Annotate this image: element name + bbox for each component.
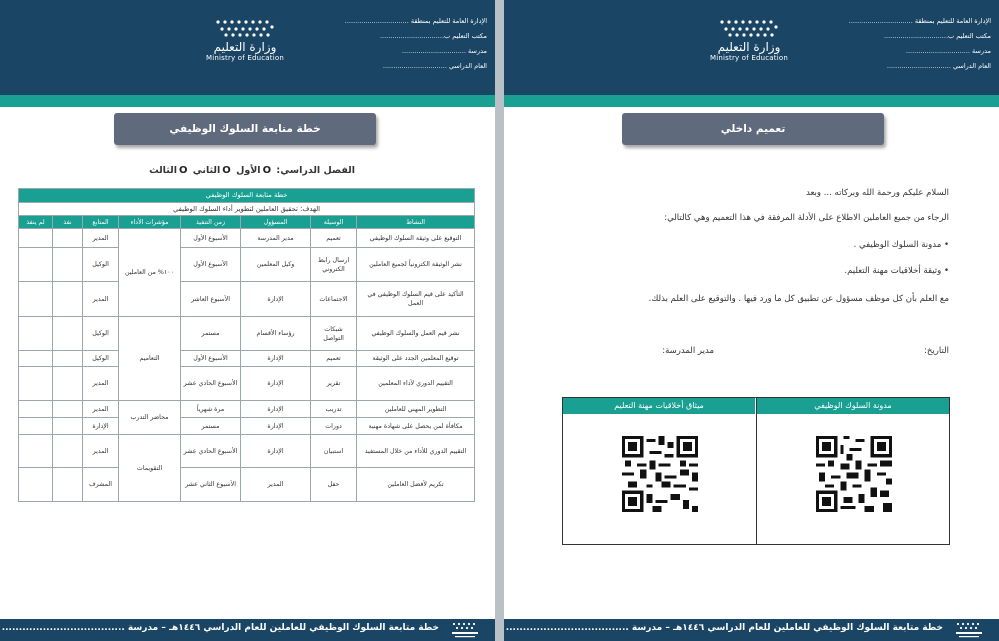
- page-header: [504, 0, 999, 95]
- cell-responsible: الإدارة: [241, 401, 311, 418]
- header-strip: [504, 95, 999, 107]
- cell-done[interactable]: [53, 282, 83, 317]
- cell-done[interactable]: [53, 418, 83, 435]
- logo-dots-icon: [214, 18, 276, 38]
- cell-responsible: وكيل المعلمين: [241, 248, 311, 282]
- cell-time: الأسبوع الأول: [181, 229, 241, 248]
- cell-responsible: مدير المدرسة: [241, 229, 311, 248]
- cell-responsible: الإدارة: [241, 282, 311, 317]
- cell-follower: الوكيل: [83, 351, 119, 367]
- cell-follower: المدير: [83, 367, 119, 401]
- cell-activity: التقييم الدوري لأداء المعلمين: [357, 367, 475, 401]
- footer-logo-icon: [953, 620, 987, 640]
- cell-time: الأسبوع الثاني عشر: [181, 468, 241, 502]
- cell-method: تعميم: [311, 351, 357, 367]
- memo-item-1: • مدونة السلوك الوظيفي .: [853, 240, 949, 250]
- cell-method: تقرير: [311, 367, 357, 401]
- header-field-year: العام الدراسي ...............................: [886, 62, 991, 70]
- table-row: [19, 248, 475, 282]
- qr-code-icon[interactable]: [816, 436, 892, 512]
- page-title: خطة متابعة السلوك الوظيفي: [114, 113, 376, 145]
- cell-responsible: الإدارة: [241, 435, 311, 468]
- header-field-office: مكتب التعليم ب...............................: [883, 32, 991, 40]
- ministry-logo: [195, 18, 295, 76]
- cell-responsible: الإدارة: [241, 351, 311, 367]
- semester-option-1-label: الأول: [236, 165, 261, 176]
- cell-method: شبكات التواصل: [311, 317, 357, 351]
- table-row: [19, 229, 475, 248]
- plan-table: [18, 188, 475, 502]
- cell-activity: توقيع المعلمين الجدد على الوثيقة: [357, 351, 475, 367]
- header-fields: [801, 14, 991, 74]
- cell-method: حفل: [311, 468, 357, 502]
- cell-not-done[interactable]: [19, 401, 53, 418]
- cell-responsible: الإدارة: [241, 367, 311, 401]
- cell-time: الأسبوع الحادي عشر: [181, 435, 241, 468]
- cell-time: الأسبوع العاشر: [181, 282, 241, 317]
- cell-indicator: ١٠٠% من العاملين: [119, 229, 181, 317]
- memo-note: مع العلم بأن كل موظف مسؤول عن تطبيق كل ما ورد فيها . والتوقيع على العلم بذلك.: [648, 294, 949, 304]
- cell-done[interactable]: [53, 367, 83, 401]
- table-row: [19, 282, 475, 317]
- logo-dots-icon: [718, 18, 780, 38]
- qr-column-ethics: [563, 398, 755, 544]
- cell-not-done[interactable]: [19, 435, 53, 468]
- table-row: [19, 401, 475, 418]
- page-footer: [0, 619, 495, 641]
- table-row: [19, 367, 475, 401]
- cell-time: مستمر: [181, 418, 241, 435]
- header-strip: [0, 95, 495, 107]
- cell-indicator: التقويمات: [119, 435, 181, 502]
- cell-activity: التوقيع على وثيقة السلوك الوظيفي: [357, 229, 475, 248]
- cell-done[interactable]: [53, 248, 83, 282]
- table-row: [19, 351, 475, 367]
- header-field-school: مدرسة ...............................: [905, 47, 991, 55]
- cell-done[interactable]: [53, 229, 83, 248]
- semester-label: الفصل الدراسي:: [276, 165, 355, 176]
- col-header-time: زمن التنفيذ: [181, 216, 241, 229]
- col-header-done: نفذ: [53, 216, 83, 229]
- page-left: [0, 0, 495, 641]
- semester-selector: [149, 165, 355, 176]
- footer-logo-icon: [449, 620, 483, 640]
- principal-label: مدير المدرسة:: [662, 346, 714, 356]
- cell-activity: نشر الوثيقة الكترونياً لجميع العاملين: [357, 248, 475, 282]
- qr-header-ethics: ميثاق أخلاقيات مهنة التعليم: [563, 398, 755, 414]
- header-field-year: العام الدراسي ...............................: [382, 62, 487, 70]
- memo-request: الرجاء من جميع العاملين الاطلاع على الأدلة المرفقة في هذا التعميم وهي كالتالي:: [664, 213, 949, 223]
- cell-activity: تكريم لأفضل العاملين: [357, 468, 475, 502]
- semester-option-3-radio[interactable]: O: [178, 165, 188, 176]
- cell-time: مستمر: [181, 317, 241, 351]
- ministry-name-en: Ministry of Education: [709, 54, 789, 62]
- memo-greeting: السلام عليكم ورحمة الله وبركاته ... وبعد: [806, 188, 949, 198]
- col-header-responsible: المسؤول: [241, 216, 311, 229]
- cell-activity: نشر قيم العمل والسلوك الوظيفي: [357, 317, 475, 351]
- header-field-region: الإدارة العامة للتعليم بمنطقة ...............................: [848, 17, 991, 25]
- page-header: [0, 0, 495, 95]
- cell-time: الأسبوع الحادي عشر: [181, 367, 241, 401]
- cell-not-done[interactable]: [19, 248, 53, 282]
- cell-not-done[interactable]: [19, 282, 53, 317]
- cell-done[interactable]: [53, 435, 83, 468]
- cell-method: استبيان: [311, 435, 357, 468]
- header-fields: [297, 14, 487, 74]
- ministry-name-ar: وزارة التعليم: [213, 40, 277, 54]
- table-row: [19, 418, 475, 435]
- cell-done[interactable]: [53, 468, 83, 502]
- cell-follower: المشرف: [83, 468, 119, 502]
- page-right: [504, 0, 999, 641]
- cell-time: مرة شهرياً: [181, 401, 241, 418]
- cell-time: الأسبوع الأول: [181, 351, 241, 367]
- cell-done[interactable]: [53, 401, 83, 418]
- cell-method: تعميم: [311, 229, 357, 248]
- semester-option-2-radio[interactable]: O: [222, 165, 231, 176]
- cell-indicator: محاضر التدرب: [119, 401, 181, 435]
- ministry-logo: [699, 18, 799, 76]
- ministry-name-en: Ministry of Education: [205, 54, 285, 62]
- cell-activity: التطوير المهني للعاملين: [357, 401, 475, 418]
- cell-activity: التقييم الدوري للأداء من خلال المستفيد: [357, 435, 475, 468]
- table-goal: الهدف: تحقيق العاملين لتطوير أداء السلوك الوظيفي: [19, 203, 475, 216]
- qr-header-code: مدونة السلوك الوظيفي: [757, 398, 949, 414]
- cell-activity: مكافأة لمن يحصل على شهادة مهنية: [357, 418, 475, 435]
- table-title: خطة متابعة السلوك الوظيفي: [19, 189, 475, 203]
- cell-not-done[interactable]: [19, 418, 53, 435]
- semester-option-3-label: الثالث: [149, 165, 177, 176]
- footer-text: خطة متابعة السلوك الوظيفي للعاملين للعام الدراسي ١٤٤٦هـ – مدرسة ....................................: [1, 623, 439, 633]
- footer-text: خطة متابعة السلوك الوظيفي للعاملين للعام الدراسي ١٤٤٦هـ – مدرسة ....................................: [505, 623, 943, 633]
- col-header-indicators: مؤشرات الأداء: [119, 216, 181, 229]
- cell-follower: المدير: [83, 282, 119, 317]
- cell-follower: الوكيل: [83, 248, 119, 282]
- cell-activity: التأكيد على قيم السلوك الوظيفي في العمل: [357, 282, 475, 317]
- cell-method: دورات: [311, 418, 357, 435]
- col-header-follower: المتابع: [83, 216, 119, 229]
- col-header-not-done: لم ينفذ: [19, 216, 53, 229]
- qr-table: [562, 397, 950, 545]
- table-row: [19, 317, 475, 351]
- qr-column-code: [756, 398, 949, 544]
- cell-follower: المدير: [83, 435, 119, 468]
- cell-method: ارسال رابط الكتروني: [311, 248, 357, 282]
- header-field-school: مدرسة ...............................: [401, 47, 487, 55]
- cell-follower: المدير: [83, 401, 119, 418]
- cell-responsible: رؤساء الأقسام: [241, 317, 311, 351]
- header-field-region: الإدارة العامة للتعليم بمنطقة ...............................: [344, 17, 487, 25]
- cell-not-done[interactable]: [19, 351, 53, 367]
- header-field-office: مكتب التعليم ب...............................: [379, 32, 487, 40]
- cell-not-done[interactable]: [19, 229, 53, 248]
- cell-method: تدريب: [311, 401, 357, 418]
- semester-option-2-label: الثاني: [192, 165, 221, 176]
- cell-responsible: المدير: [241, 468, 311, 502]
- cell-follower: المدير: [83, 229, 119, 248]
- memo-item-2: • وثيقة أخلاقيات مهنة التعليم.: [844, 266, 949, 276]
- cell-done[interactable]: [53, 317, 83, 351]
- cell-done[interactable]: [53, 351, 83, 367]
- date-label: التاريخ:: [924, 346, 949, 356]
- cell-follower: الوكيل: [83, 317, 119, 351]
- cell-not-done[interactable]: [19, 468, 53, 502]
- cell-time: الأسبوع الأول: [181, 248, 241, 282]
- col-header-method: الوسيلة: [311, 216, 357, 229]
- page-footer: [504, 619, 999, 641]
- qr-code-icon[interactable]: [622, 436, 698, 512]
- table-row: [19, 435, 475, 468]
- ministry-name-ar: وزارة التعليم: [717, 40, 781, 54]
- cell-not-done[interactable]: [19, 317, 53, 351]
- cell-not-done[interactable]: [19, 367, 53, 401]
- page-title: تعميم داخلي: [622, 113, 884, 145]
- cell-method: الاجتماعات: [311, 282, 357, 317]
- semester-option-1-radio[interactable]: O: [262, 165, 272, 176]
- table-row: [19, 468, 475, 502]
- cell-responsible: الإدارة: [241, 418, 311, 435]
- col-header-activity: النشاط: [357, 216, 475, 229]
- cell-indicator: التعاميم: [119, 317, 181, 401]
- cell-follower: الإدارة: [83, 418, 119, 435]
